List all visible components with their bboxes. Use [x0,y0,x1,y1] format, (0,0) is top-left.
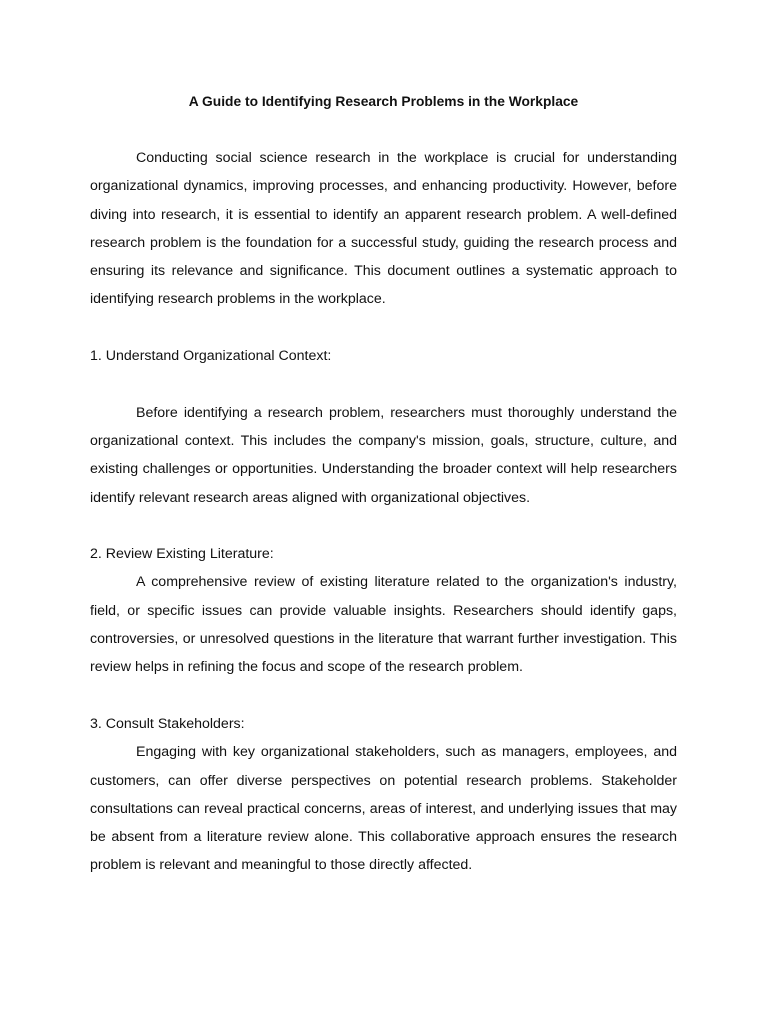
section-body-literature: A comprehensive review of existing literature related to the organization's industry, field, or specific issues can provide valuable insights. Researchers should identify gaps, controversies, or unresolved questions in the literature that warrant further investigation. This review helps in refining the focus and scope of the research problem. [90,574,677,676]
section-body-context: Before identifying a research problem, researchers must thoroughly understand the organizational context. This includes the company's mission, goals, structure, culture, and existing challenges or opportunities. Understanding the broader context will help researchers identify relevant research areas aligned with organizational objectives. [90,404,677,506]
section-body-stakeholders: Engaging with key organizational stakeholders, such as managers, employees, and customers, can offer diverse perspectives on potential research problems. Stakeholder consultations can reveal practical concerns, areas of interest, and underlying issues that may be absent from a literature review alone. This collaborative approach ensures the research problem is relevant and meaningful to those directly affected. [90,744,677,874]
section-heading-stakeholders: 3. Consult Stakeholders: [90,715,245,732]
section-gap [90,314,677,342]
section-heading-literature: 2. Review Existing Literature: [90,546,274,563]
document-title: A Guide to Identifying Research Problems in the Workplace [188,94,579,109]
section-heading-context: 1. Understand Organizational Context: [90,348,332,365]
document-content [90,88,677,880]
section-gap [90,682,677,710]
section-gap [90,512,677,540]
intro-paragraph: Conducting social science research in the workplace is crucial for understanding organizational dynamics, improving processes, and enhancing productivity. However, before diving into research, it is essential to identify an apparent research problem. A well-defined research problem is the foundation for a successful study, guiding the research process and ensuring its relevance and significance. This document outlines a systematic approach to identifying research problems in the workplace. [90,150,677,308]
section-gap [90,370,677,398]
